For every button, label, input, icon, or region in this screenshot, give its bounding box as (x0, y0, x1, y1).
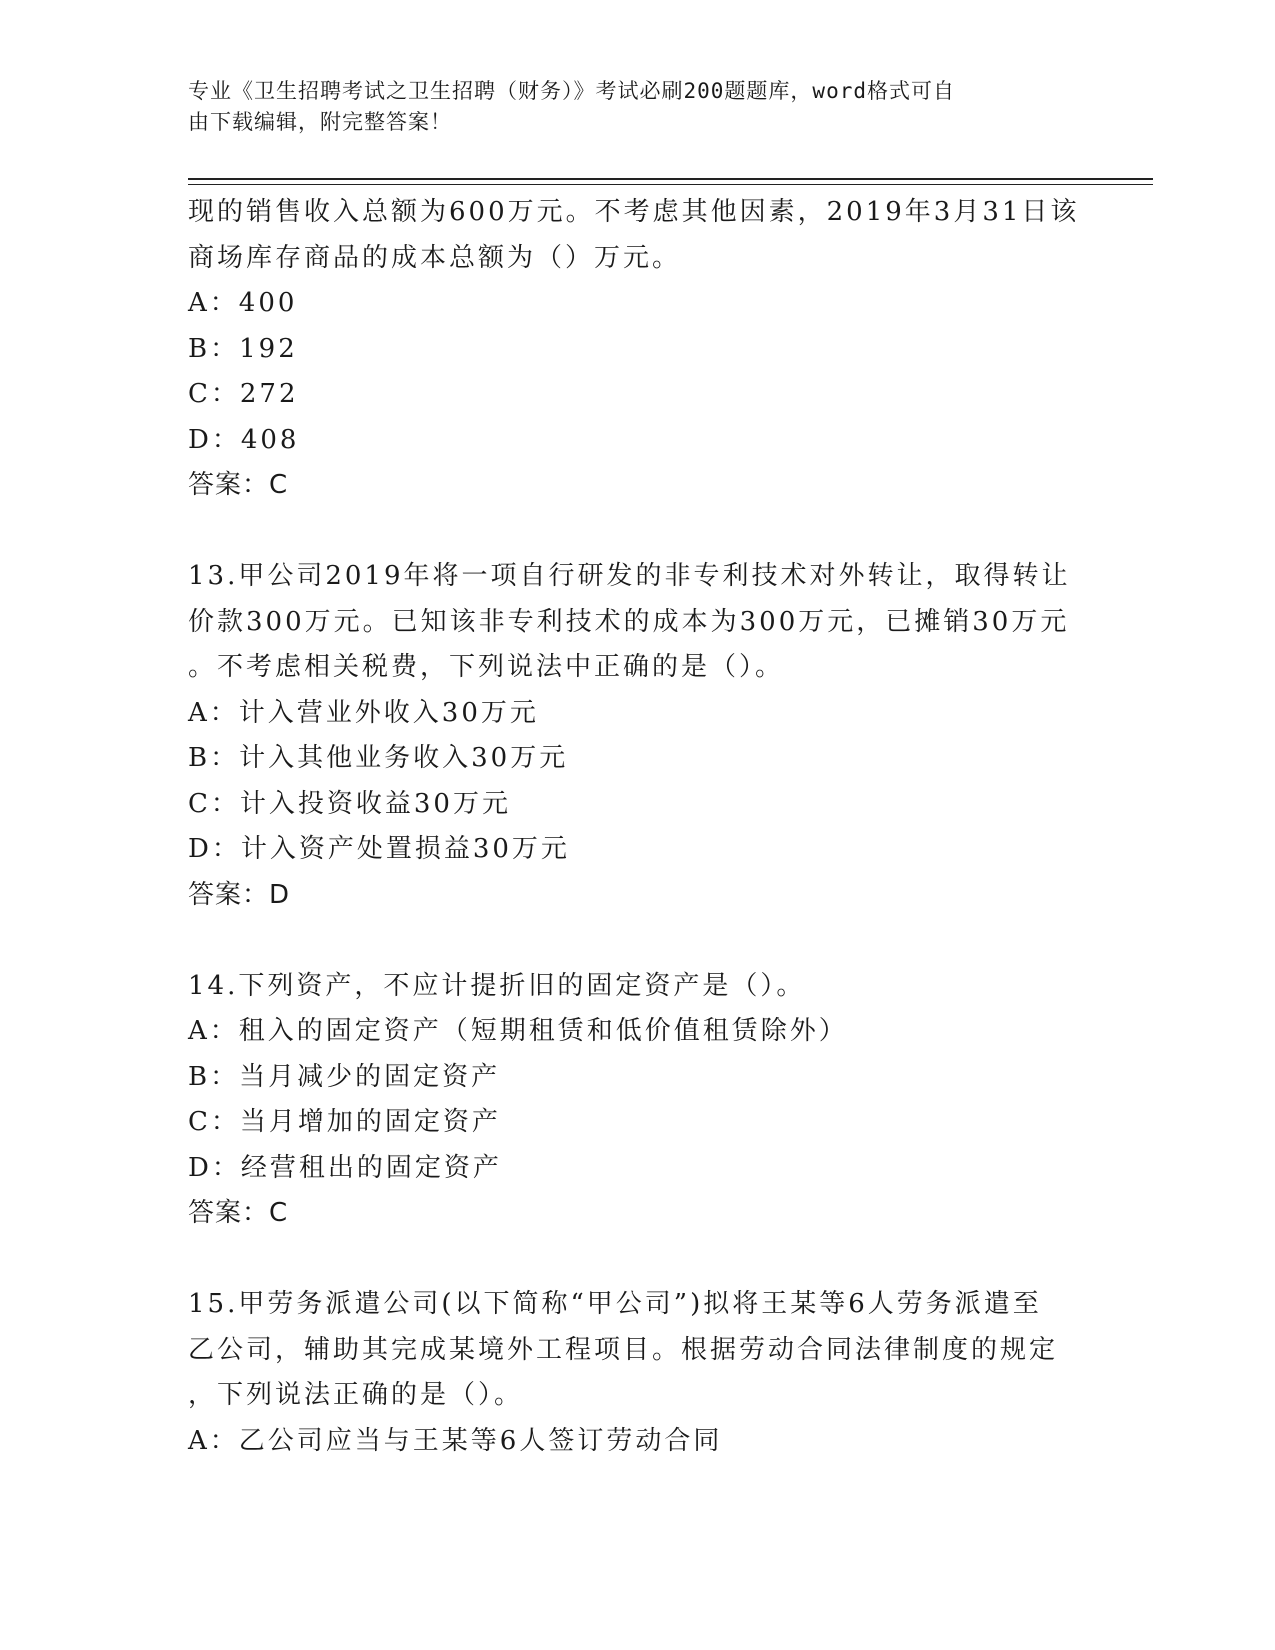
question-stem-line: ，下列说法正确的是（）。 (188, 1380, 524, 1410)
question-15 (188, 1282, 1088, 1464)
question-14 (188, 964, 1088, 1237)
option-a: A：计入营业外收入30万元 (188, 697, 539, 728)
header-rule-thick (188, 178, 1153, 180)
header-line-1: 专业《卫生招聘考试之卫生招聘（财务）》考试必刷200题题库，word格式可自 (188, 79, 955, 103)
answer-line: 答案：D (188, 879, 291, 910)
document-body (188, 190, 1088, 1464)
option-b: B：计入其他业务收入30万元 (188, 743, 569, 773)
question-stem-line: 商场库存商品的成本总额为（）万元。 (188, 242, 682, 273)
header-rule-thin (188, 184, 1153, 185)
option-b: B：当月减少的固定资产 (188, 1061, 501, 1092)
question-stem-line: 。不考虑相关税费，下列说法中正确的是（）。 (188, 652, 785, 682)
option-c: C：当月增加的固定资产 (188, 1107, 501, 1137)
question-stem-line: 现的销售收入总额为600万元。不考虑其他因素，2019年3月31日该 (188, 197, 1080, 227)
spacer (188, 918, 1088, 964)
option-d: D：计入资产处置损益30万元 (188, 834, 570, 864)
option-c: C：272 (188, 379, 299, 409)
question-stem-line: 乙公司，辅助其完成某境外工程项目。根据劳动合同法律制度的规定 (188, 1334, 1059, 1365)
option-c: C：计入投资收益30万元 (188, 788, 511, 819)
option-b: B：192 (188, 333, 298, 364)
answer-line: 答案：C (188, 1198, 289, 1228)
question-stem-line: 价款300万元。已知该非专利技术的成本为300万元，已摊销30万元 (188, 606, 1070, 637)
header-line-2: 由下载编辑，附完整答案！ (188, 110, 452, 134)
spacer (188, 509, 1088, 555)
question-stem-line: 14.下列资产，不应计提折旧的固定资产是（）。 (188, 970, 806, 1001)
option-a: A：乙公司应当与王某等6人签订劳动合同 (188, 1425, 723, 1456)
question-13 (188, 554, 1088, 918)
question-12 (188, 190, 1088, 509)
document-header (188, 76, 1068, 138)
option-d: D：经营租出的固定资产 (188, 1152, 502, 1183)
answer-line: 答案：C (188, 470, 289, 500)
question-stem-line: 15.甲劳务派遣公司(以下简称“甲公司”)拟将王某等6人劳务派遣至 (188, 1289, 1042, 1319)
option-a: A：租入的固定资产（短期租赁和低价值租赁除外） (188, 1016, 848, 1046)
spacer (188, 1237, 1088, 1283)
option-a: A：400 (188, 288, 298, 318)
question-stem-line: 13.甲公司2019年将一项自行研发的非专利技术对外转让，取得转让 (188, 561, 1071, 591)
option-d: D：408 (188, 424, 300, 455)
